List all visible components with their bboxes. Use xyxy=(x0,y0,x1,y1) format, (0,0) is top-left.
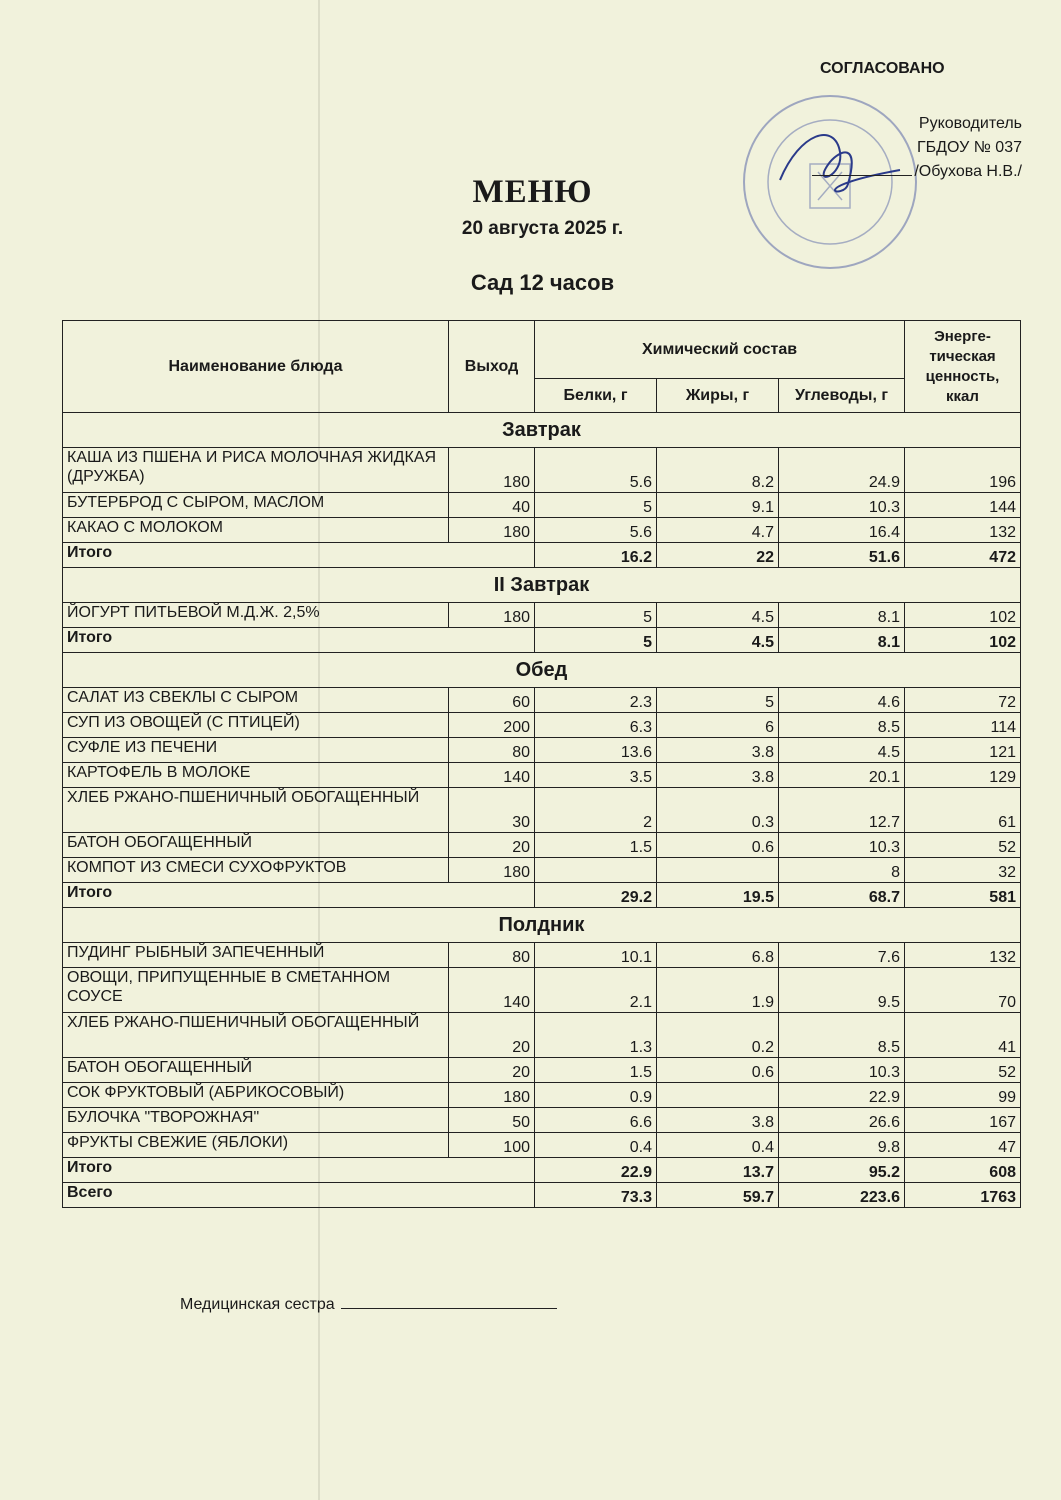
dish-carbs: 9.5 xyxy=(779,968,905,1013)
dish-output: 180 xyxy=(449,448,535,493)
dish-energy: 41 xyxy=(905,1013,1021,1058)
dish-output: 100 xyxy=(449,1133,535,1158)
subtotal-protein: 29.2 xyxy=(535,883,657,908)
dish-output: 180 xyxy=(449,603,535,628)
dish-protein: 10.1 xyxy=(535,943,657,968)
section-title: Завтрак xyxy=(63,413,1021,448)
dish-protein: 5 xyxy=(535,493,657,518)
dish-protein: 2 xyxy=(535,788,657,833)
dish-name: ПУДИНГ РЫБНЫЙ ЗАПЕЧЕННЫЙ xyxy=(63,943,449,968)
dish-output: 40 xyxy=(449,493,535,518)
dish-protein: 5 xyxy=(535,603,657,628)
dish-fat: 8.2 xyxy=(657,448,779,493)
dish-fat: 0.2 xyxy=(657,1013,779,1058)
page-title: МЕНЮ xyxy=(472,174,593,210)
table-row xyxy=(63,1013,1021,1058)
subtotal-row xyxy=(63,883,1021,908)
approver-org: ГБДОУ № 037 xyxy=(916,139,1022,156)
section-title: Обед xyxy=(63,653,1021,688)
dish-output: 180 xyxy=(449,518,535,543)
dish-protein: 6.6 xyxy=(535,1108,657,1133)
dish-name: ХЛЕБ РЖАНО-ПШЕНИЧНЫЙ ОБОГАЩЕННЫЙ xyxy=(63,1013,449,1058)
dish-name: БУТЕРБРОД С СЫРОМ, МАСЛОМ xyxy=(63,493,449,518)
dish-carbs: 20.1 xyxy=(779,763,905,788)
subtotal-label: Итого xyxy=(63,883,535,908)
subtotal-row xyxy=(63,628,1021,653)
dish-name: КОМПОТ ИЗ СМЕСИ СУХОФРУКТОВ xyxy=(63,858,449,883)
dish-protein: 5.6 xyxy=(535,448,657,493)
dish-energy: 52 xyxy=(905,1058,1021,1083)
dish-carbs: 4.5 xyxy=(779,738,905,763)
section-header-row xyxy=(63,653,1021,688)
dish-protein: 6.3 xyxy=(535,713,657,738)
dish-output: 80 xyxy=(449,738,535,763)
dish-output: 20 xyxy=(449,833,535,858)
dish-carbs: 10.3 xyxy=(779,1058,905,1083)
dish-fat: 6.8 xyxy=(657,943,779,968)
dish-fat: 9.1 xyxy=(657,493,779,518)
dish-protein: 1.5 xyxy=(535,1058,657,1083)
subtotal-row xyxy=(63,1158,1021,1183)
dish-fat xyxy=(657,1083,779,1108)
dish-name: КАРТОФЕЛЬ В МОЛОКЕ xyxy=(63,763,449,788)
dish-fat: 4.7 xyxy=(657,518,779,543)
dish-name: БАТОН ОБОГАЩЕННЫЙ xyxy=(63,1058,449,1083)
col-header-name: Наименование блюда xyxy=(63,321,449,413)
dish-carbs: 24.9 xyxy=(779,448,905,493)
section-header-row xyxy=(63,908,1021,943)
dish-fat: 4.5 xyxy=(657,603,779,628)
dish-energy: 61 xyxy=(905,788,1021,833)
dish-fat: 3.8 xyxy=(657,763,779,788)
table-row xyxy=(63,1083,1021,1108)
dish-fat: 0.6 xyxy=(657,1058,779,1083)
col-header-carbs: Углеводы, г xyxy=(779,379,905,413)
subtotal-energy: 581 xyxy=(905,883,1021,908)
subtotal-label: Итого xyxy=(63,628,535,653)
dish-output: 50 xyxy=(449,1108,535,1133)
subtotal-carbs: 68.7 xyxy=(779,883,905,908)
subtotal-fat: 19.5 xyxy=(657,883,779,908)
subtotal-energy: 102 xyxy=(905,628,1021,653)
table-row xyxy=(63,713,1021,738)
dish-fat: 1.9 xyxy=(657,968,779,1013)
dish-name: СУФЛЕ ИЗ ПЕЧЕНИ xyxy=(63,738,449,763)
table-row xyxy=(63,518,1021,543)
subtotal-carbs: 95.2 xyxy=(779,1158,905,1183)
dish-fat: 0.3 xyxy=(657,788,779,833)
subtotal-fat: 13.7 xyxy=(657,1158,779,1183)
dish-output: 200 xyxy=(449,713,535,738)
dish-energy: 144 xyxy=(905,493,1021,518)
menu-subtitle: Сад 12 часов xyxy=(470,270,615,295)
table-row xyxy=(63,448,1021,493)
approver-role: Руководитель xyxy=(918,115,1022,132)
dish-energy: 132 xyxy=(905,518,1021,543)
subtotal-energy: 472 xyxy=(905,543,1021,568)
dish-energy: 70 xyxy=(905,968,1021,1013)
dish-energy: 167 xyxy=(905,1108,1021,1133)
dish-carbs: 7.6 xyxy=(779,943,905,968)
dish-output: 80 xyxy=(449,943,535,968)
table-header-row xyxy=(63,321,1021,379)
subtotal-fat: 4.5 xyxy=(657,628,779,653)
dish-carbs: 8 xyxy=(779,858,905,883)
grand-total-label: Всего xyxy=(63,1183,535,1208)
table-row xyxy=(63,788,1021,833)
grand-total-row xyxy=(63,1183,1021,1208)
dish-name: САЛАТ ИЗ СВЕКЛЫ С СЫРОМ xyxy=(63,688,449,713)
dish-output: 140 xyxy=(449,763,535,788)
dish-protein: 3.5 xyxy=(535,763,657,788)
table-row xyxy=(63,1133,1021,1158)
dish-name: СОК ФРУКТОВЫЙ (АБРИКОСОВЫЙ) xyxy=(63,1083,449,1108)
dish-protein: 5.6 xyxy=(535,518,657,543)
col-header-chem: Химический состав xyxy=(535,321,905,379)
dish-energy: 102 xyxy=(905,603,1021,628)
dish-carbs: 8.5 xyxy=(779,713,905,738)
dish-name: ХЛЕБ РЖАНО-ПШЕНИЧНЫЙ ОБОГАЩЕННЫЙ xyxy=(63,788,449,833)
dish-name: ОВОЩИ, ПРИПУЩЕННЫЕ В СМЕТАННОМ СОУСЕ xyxy=(63,968,449,1013)
dish-energy: 32 xyxy=(905,858,1021,883)
col-header-energy: Энерге-тическая ценность, ккал xyxy=(905,321,1021,413)
col-header-protein: Белки, г xyxy=(535,379,657,413)
section-title: II Завтрак xyxy=(63,568,1021,603)
dish-output: 20 xyxy=(449,1058,535,1083)
dish-name: СУП ИЗ ОВОЩЕЙ (С ПТИЦЕЙ) xyxy=(63,713,449,738)
dish-protein: 0.4 xyxy=(535,1133,657,1158)
dish-fat: 0.4 xyxy=(657,1133,779,1158)
table-row xyxy=(63,858,1021,883)
table-row xyxy=(63,603,1021,628)
table-row xyxy=(63,738,1021,763)
table-row xyxy=(63,493,1021,518)
table-row xyxy=(63,943,1021,968)
dish-name: ФРУКТЫ СВЕЖИЕ (ЯБЛОКИ) xyxy=(63,1133,449,1158)
dish-energy: 114 xyxy=(905,713,1021,738)
dish-carbs: 4.6 xyxy=(779,688,905,713)
subtotal-carbs: 8.1 xyxy=(779,628,905,653)
dish-protein: 1.3 xyxy=(535,1013,657,1058)
dish-carbs: 12.7 xyxy=(779,788,905,833)
dish-output: 180 xyxy=(449,1083,535,1108)
dish-carbs: 26.6 xyxy=(779,1108,905,1133)
dish-protein: 1.5 xyxy=(535,833,657,858)
table-row xyxy=(63,833,1021,858)
dish-protein: 0.9 xyxy=(535,1083,657,1108)
nurse-signature xyxy=(180,1294,557,1314)
subtotal-label: Итого xyxy=(63,543,535,568)
col-header-fat: Жиры, г xyxy=(657,379,779,413)
subtotal-protein: 22.9 xyxy=(535,1158,657,1183)
dish-energy: 72 xyxy=(905,688,1021,713)
subtotal-protein: 16.2 xyxy=(535,543,657,568)
dish-fat: 6 xyxy=(657,713,779,738)
section-header-row xyxy=(63,413,1021,448)
dish-name: КАША ИЗ ПШЕНА И РИСА МОЛОЧНАЯ ЖИДКАЯ (ДРУЖБА) xyxy=(63,448,449,493)
dish-fat: 3.8 xyxy=(657,1108,779,1133)
dish-energy: 47 xyxy=(905,1133,1021,1158)
dish-fat: 5 xyxy=(657,688,779,713)
dish-output: 180 xyxy=(449,858,535,883)
subtotal-row xyxy=(63,543,1021,568)
dish-carbs: 8.1 xyxy=(779,603,905,628)
dish-energy: 196 xyxy=(905,448,1021,493)
table-row xyxy=(63,688,1021,713)
dish-output: 60 xyxy=(449,688,535,713)
grand-total-carbs: 223.6 xyxy=(779,1183,905,1208)
menu-table xyxy=(62,320,1021,1208)
dish-carbs: 8.5 xyxy=(779,1013,905,1058)
table-row xyxy=(63,763,1021,788)
dish-carbs: 9.8 xyxy=(779,1133,905,1158)
grand-total-protein: 73.3 xyxy=(535,1183,657,1208)
grand-total-energy: 1763 xyxy=(905,1183,1021,1208)
dish-output: 20 xyxy=(449,1013,535,1058)
dish-name: БУЛОЧКА "ТВОРОЖНАЯ" xyxy=(63,1108,449,1133)
table-row xyxy=(63,968,1021,1013)
dish-protein: 2.3 xyxy=(535,688,657,713)
dish-carbs: 10.3 xyxy=(779,833,905,858)
menu-table-body xyxy=(63,413,1021,1208)
subtotal-label: Итого xyxy=(63,1158,535,1183)
approved-label: СОГЛАСОВАНО xyxy=(820,60,945,77)
dish-protein xyxy=(535,858,657,883)
dish-carbs: 16.4 xyxy=(779,518,905,543)
dish-name: ЙОГУРТ ПИТЬЕВОЙ М.Д.Ж. 2,5% xyxy=(63,603,449,628)
dish-energy: 121 xyxy=(905,738,1021,763)
dish-protein: 2.1 xyxy=(535,968,657,1013)
subtotal-energy: 608 xyxy=(905,1158,1021,1183)
dish-energy: 132 xyxy=(905,943,1021,968)
subtotal-protein: 5 xyxy=(535,628,657,653)
table-row xyxy=(63,1058,1021,1083)
dish-carbs: 22.9 xyxy=(779,1083,905,1108)
subtotal-fat: 22 xyxy=(657,543,779,568)
dish-protein: 13.6 xyxy=(535,738,657,763)
dish-name: БАТОН ОБОГАЩЕННЫЙ xyxy=(63,833,449,858)
dish-name: КАКАО С МОЛОКОМ xyxy=(63,518,449,543)
approver-name: /Обухова Н.В./ xyxy=(914,163,1022,180)
dish-energy: 129 xyxy=(905,763,1021,788)
grand-total-fat: 59.7 xyxy=(657,1183,779,1208)
section-header-row xyxy=(63,568,1021,603)
nurse-signature-line xyxy=(341,1294,557,1309)
nurse-label: Медицинская сестра xyxy=(180,1296,335,1313)
dish-energy: 99 xyxy=(905,1083,1021,1108)
subtotal-carbs: 51.6 xyxy=(779,543,905,568)
dish-fat xyxy=(657,858,779,883)
dish-carbs: 10.3 xyxy=(779,493,905,518)
section-title: Полдник xyxy=(63,908,1021,943)
dish-output: 30 xyxy=(449,788,535,833)
dish-fat: 0.6 xyxy=(657,833,779,858)
menu-date: 20 августа 2025 г. xyxy=(461,218,624,239)
col-header-output: Выход xyxy=(449,321,535,413)
dish-output: 140 xyxy=(449,968,535,1013)
dish-fat: 3.8 xyxy=(657,738,779,763)
table-row xyxy=(63,1108,1021,1133)
dish-energy: 52 xyxy=(905,833,1021,858)
